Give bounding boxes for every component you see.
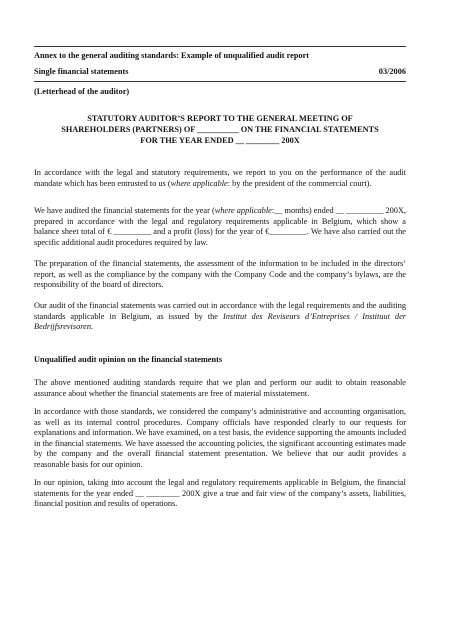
statement-type-row (34, 67, 406, 78)
paragraph-audited-statements: We have audited the financial statements for the year (where applicable:__ months) ended __ _________ 200X, prepared in accordance with the legal and regulatory requirements applicable in Belgium, which show a balance sheet total of € _________ and a profit (loss) for the year of €_________. We have also carried out the specific additional audit procedures required by law. (34, 206, 406, 247)
annex-title: Annex to the general auditing standards: Example of unqualified audit report (34, 51, 310, 60)
paragraph-procedures: In accordance with those standards, we considered the company’s administrative and accounting organisation, as well as its internal control procedures. Company officials have responded clearly to our requests for explanations and information. We have examined, on a test basis, the evidence supporting the amounts included in the financial statements. We have assessed the accounting policies, the significant accounting estimates made by the company and the overall financial statement presentation. We believe that our audit provides a reasonable basis for our opinion. (34, 407, 406, 469)
top-rule (34, 46, 406, 47)
paragraph-opinion: In our opinion, taking into account the legal and regulatory requirements applicable in Belgium, the financial statements for the year ended __ ________ 200X give a true and fair view of the company’s assets, liabilities, financial position and results of operations. (34, 478, 406, 508)
report-title-line-1: STATUTORY AUDITOR’S REPORT TO THE GENERAL MEETING OF (87, 114, 353, 123)
report-title-line-2: SHAREHOLDERS (PARTNERS) OF __________ ON THE FINANCIAL STATEMENTS (61, 125, 379, 134)
letterhead: (Letterhead of the auditor) (34, 87, 130, 96)
header-rule (34, 81, 406, 82)
paragraph-responsibility: The preparation of the financial statements, the assessment of the information to be included in the directors’ report, as well as the compliance by the company with the Company Code and the company’s bylaws, are the responsibility of the board of directors. (34, 259, 406, 289)
paragraph-assurance: The above mentioned auditing standards require that we plan and perform our audit to obtain reasonable assurance about whether the financial statements are free of material misstatement. (34, 378, 406, 398)
date-code: 03/2006 (378, 67, 406, 76)
section-heading: Unqualified audit opinion on the financial statements (34, 355, 223, 364)
report-title-line-3: FOR THE YEAR ENDED __ ________ 200X (140, 136, 300, 145)
paragraph-mandate: In accordance with the legal and statutory requirements, we report to you on the performance of the audit mandate which has been entrusted to us (where applicable: by the president of the commercial court). (34, 168, 406, 188)
paragraph-standards: Our audit of the financial statements was carried out in accordance with the legal requirements and the auditing standards applicable in Belgium, as issued by the Institut des Reviseurs d’Entreprises / Instituut der Bedrijfsrevisoren. (34, 301, 406, 331)
statement-type: Single financial statements (34, 67, 129, 76)
